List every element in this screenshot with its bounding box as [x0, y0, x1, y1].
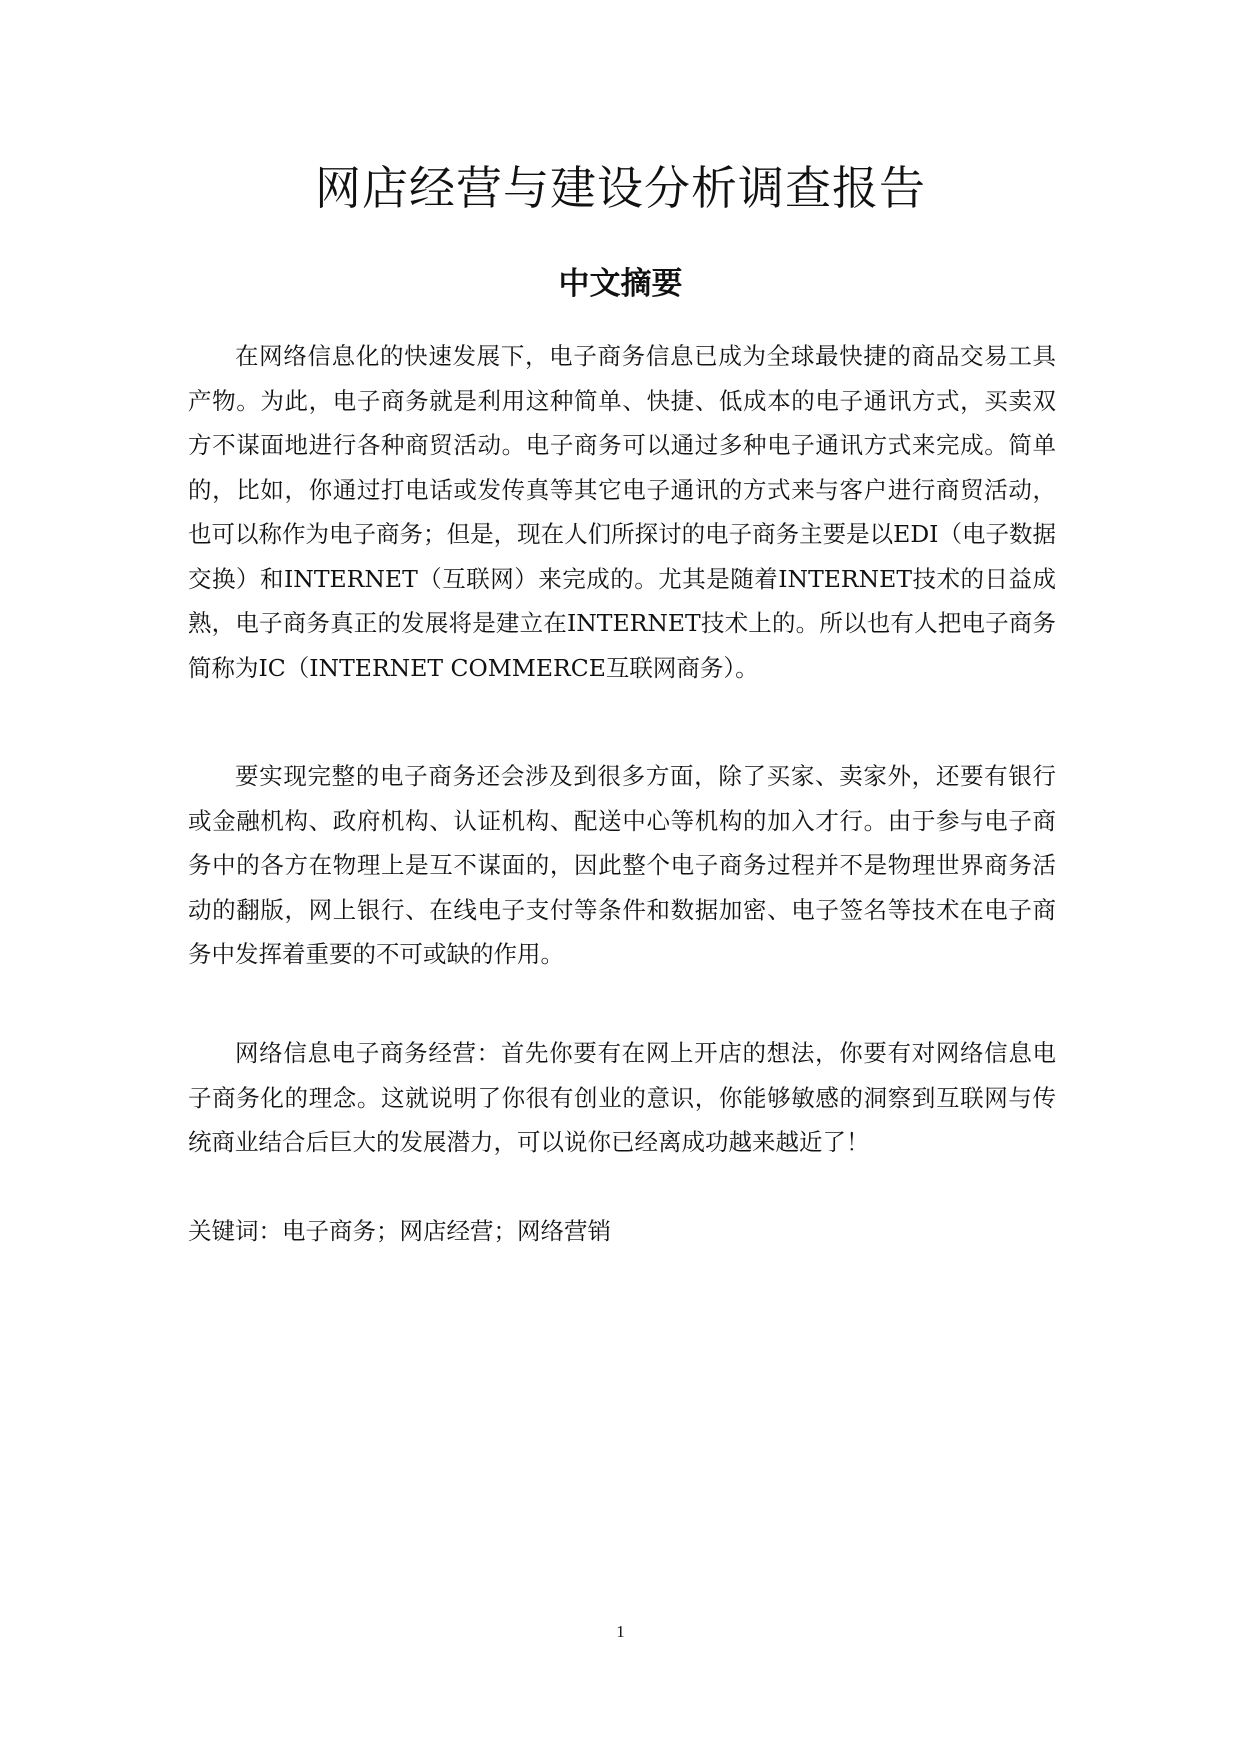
abstract-paragraph-3: 网络信息电子商务经营：首先你要有在网上开店的想法，你要有对网络信息电子商务化的理念。这就说明了你很有创业的意识，你能够敏感的洞察到互联网与传统商业结合后巨大的发展潜力，可以说你已经离成功越来越近了！: [188, 1039, 1056, 1156]
document-title: 网店经营与建设分析调查报告: [315, 161, 926, 215]
abstract-paragraph-2: 要实现完整的电子商务还会涉及到很多方面，除了买家、卖家外，还要有银行或金融机构、政府机构、认证机构、配送中心等机构的加入才行。由于参与电子商务中的各方在物理上是互不谋面的，因此整个电子商务过程并不是物理世界商务活动的翻版，网上银行、在线电子支付等条件和数据加密、电子签名等技术在电子商务中发挥着重要的不可或缺的作用。: [188, 762, 1056, 968]
keywords-label: 关键词：: [188, 1217, 282, 1245]
keywords-value: 电子商务；网店经营；网络营销: [282, 1217, 611, 1245]
abstract-paragraph-1: 在网络信息化的快速发展下，电子商务信息已成为全球最快捷的商品交易工具产物。为此，电子商务就是利用这种简单、快捷、低成本的电子通讯方式，买卖双方不谋面地进行各种商贸活动。电子商务可以通过多种电子通讯方式来完成。简单的，比如，你通过打电话或发传真等其它电子通讯的方式来与客户进行商贸活动，也可以称作为电子商务；但是，现在人们所探讨的电子商务主要是以EDI（电子数据交换）和INTERNET（互联网）来完成的。尤其是随着INTERNET技术的日益成熟，电子商务真正的发展将是建立在INTERNET技术上的。所以也有人把电子商务简称为IC（INTERNET COMMERCE互联网商务）。: [188, 342, 1056, 682]
section-heading: 中文摘要: [558, 266, 683, 302]
keywords-line: [188, 1209, 611, 1253]
page-number: 1: [616, 1622, 625, 1641]
